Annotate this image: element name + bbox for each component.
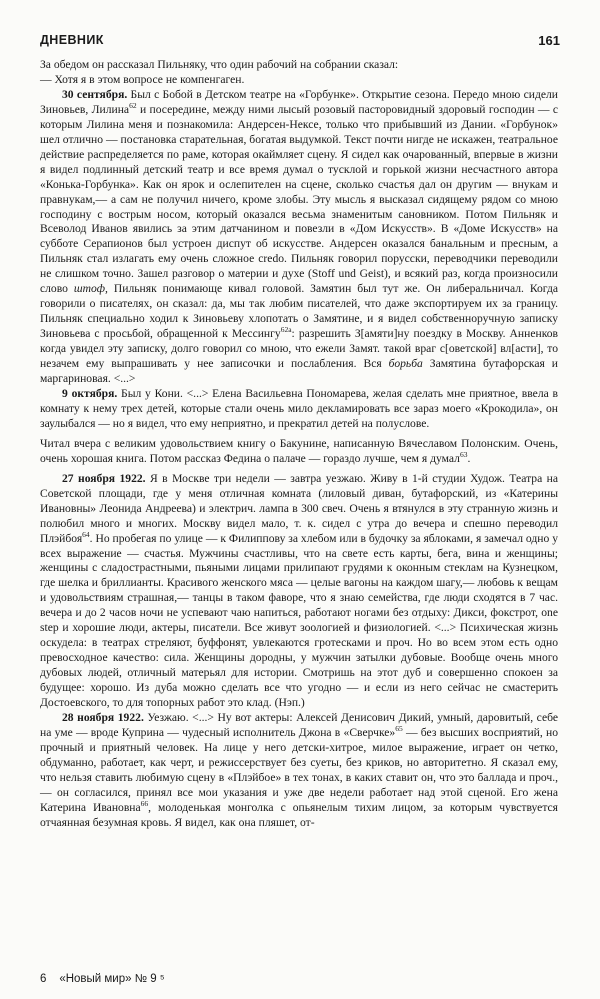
entry-date: 27 ноября 1922.	[62, 471, 146, 485]
paragraph	[40, 711, 558, 831]
journal-title: «Новый мир» № 9 ⁵	[59, 973, 165, 985]
text-run: : разрешить З[амяти]ну поездку в Москву. Анненков когда увидел эту записку, долго говорил со мною, что ежели Замят. такой враг с[оветской] вл[асти], то незачем ему выпрашивать у нее записочки и послабления. Вся	[40, 327, 559, 371]
text-run: Я в Москве три недели — завтра уезжаю. Живу в 1-й студии Худож. Театра на Советской площади, где у меня отличная комната (лиловый диван, бутафорский, из «Катерины Ивановны» Леонида Андреева) и электрич. лампа в 300 свеч. Очень я втянулся в эту странную жизнь и полюбил много и многих. Москву видел мало, т. к. сидел с утра до вечера и спешно переводил Плэйбоя	[40, 471, 559, 545]
footnote-ref: 62	[129, 101, 137, 110]
text-run: — без высших восприятий, но прочный и приятный человек. На лице у него детски-хитрое, милое выражение, играет он четко, обдуманно, работает, как черт, и режиссерствует без суеты, без криков, но авторитетно. Я сказал ему, что нельзя ставить любимую сцену в «Плэйбое» в тех тонах, в каких ставит он, что это баллада и проч.,— он согласился, принял все мои указания и уже две недели работает над этой сценой. Его жена Катерина Ивановна	[40, 725, 558, 814]
text-run: Пильняк понимающе кивал головой. Замятин был тут же. Он либеральничал. Когда говорили о писателях, он сказал: да, мы так любим писателей, что даже экспортируем их за границу. Пильняк специально ходил к Зиновьеву хлопотать о Замятине, и я видел собственноручную записку Зиновьева с просьбой, обращенной к Мессингу	[40, 282, 558, 341]
paragraph	[40, 387, 558, 432]
text-run: — Хотя я в этом вопросе не компенгаген.	[40, 72, 245, 86]
text-run: , молоденькая монголка с опьянелым тихим лицом, за которым чувствуется отчаянная безумная кровь. Я видел, как она пляшет, от-	[40, 800, 558, 829]
entry-date: 9 октября.	[62, 386, 118, 400]
footnote-ref: 66	[140, 798, 149, 808]
running-header	[40, 33, 560, 53]
text-run: и посередине, между ними лысый розовый пасторовидный здоровый господин — с которым Лилина меня и познакомила: Андерсен-Нексе, только что прибывший из Дании. «Горбунок» шел отлично — постановка старательная, богатая выдумкой. Текст почти нигде не искажен, театральное действие распределяется по раме, которая окаймляет сцену. Я сидел как очарованный, впервые в жизни я видел подлинный детский театр и все время думал о тусклой и горькой жизни несчастного автора «Конька-Горбунка». Как он ярок и ослепителен на сцене, сколько счастья дал он другим — внукам и правнукам,— а сам не получил ничего, кроме злобы. Эту мысль я высказал сидящему рядом со мною господину с вострым носом, который оказался весьма знаменитым сановником. Потом Пильняк и Всеволод Иванов явились за этим датчанином и повезли в «Дом Искусств». В «Доме Искусств» на субботе Серапионов был устроен диспут об искусстве. Андерсен оказался банальным и пресным, а Пильняк стал излагать ему очень сложное credo. Пильняк говорил порусски, переводчики переводили не слишком точно. Зашел разговор о материи и духе (Stoff und Geist), и всякий раз, когда произносили слово	[40, 102, 558, 296]
diary-text-body	[40, 58, 558, 831]
footnote-ref: 63	[459, 449, 468, 459]
text-run: Замятина бутафорская и маргариновая. <...>	[40, 357, 558, 386]
footnote-ref: 65	[395, 724, 403, 734]
text-run: .	[467, 451, 471, 465]
text-run: За обедом он рассказал Пильняку, что один рабочий на собрании сказал:	[40, 58, 399, 71]
page-number: 161	[538, 33, 560, 48]
paragraph	[40, 58, 558, 88]
signature-mark: 6	[40, 973, 47, 985]
paragraph	[40, 437, 558, 467]
emphasis: борьба	[388, 357, 423, 371]
entry-date: 30 сентября.	[62, 87, 128, 101]
page-footer	[40, 972, 340, 988]
entry-date: 28 ноября 1922.	[62, 710, 144, 724]
paragraph	[40, 88, 558, 387]
footnote-ref: 64	[82, 529, 90, 539]
text-run: Был у Кони. <...> Елена Васильевна Пономарева, желая сделать мне приятное, ввела в комнату к нему трех детей, которые стали очень мило декламировать все зараз моего «Крокодила», он заулыбался — но я видел, что ему неприятно, и прекратил детей на полуслове.	[40, 386, 558, 430]
text-run: Читал вчера с великим удовольствием книгу о Бакунине, написанную Вячеславом Полонским. Очень, очень хорошая книга. Потом рассказ Федина о палаче — гораздо лучше, чем я думал	[40, 436, 558, 465]
paragraph	[40, 472, 558, 711]
emphasis: штоф,	[73, 282, 108, 296]
text-run: . Но пробегая по улице — к Филиппову за хлебом или в будочку за яблоками, я замечал одно у всех выражение — счастья. Мужчины счастливы, что на свете есть карты, бега, вина и женщины; женщины с сладострастными, пьяными лицами прилипают грудями к оконным стеклам на Кузнецком, где шелка и бриллианты. Красивого женского мяса — целые вагоны на каждом шагу,— любовь к вещам и удовольствиям страшная,— танцы в таком фаворе, что я знаю семейства, где люди сходятся в 7 час. вечера и до 2 часов ночи не успевают чаю напиться, работают ногами без отдыху: Дикси, фокстрот, one step и хорошие люди, актеры, писатели. Все живут зоологией и физиологией. <...> Психическая жизнь оскудела: в театрах стреляют, буффонят, увлекаются гротесками и проч. Но во всем этом есть одно превосходное качество: сила. Женщины дородны, у мужчин затылки дубовые. Вообще очень много дубовых людей, отличный матерьял для истории. Смотришь на этот дуб и совершенно спокоен за будущее: хорошо. Из дуба можно сделать все что угодно — и если из него сейчас не смастерить Достоевского, то для топорных работ это клад. (Нэп.)	[40, 531, 558, 710]
footnote-ref: 62а	[280, 325, 292, 335]
section-title: ДНЕВНИК	[40, 33, 104, 47]
text-run: Уезжаю. <...> Ну вот актеры: Алексей Денисович Дикий, умный, даровитый, себе на уме — вроде Куприна — чудесный исполнитель Джона в «Сверчке»	[40, 710, 558, 739]
text-run: Был с Бобой в Детском театре на «Горбунке». Открытие сезона. Передо мною сидели Зиновьев, Лилина	[40, 87, 558, 116]
